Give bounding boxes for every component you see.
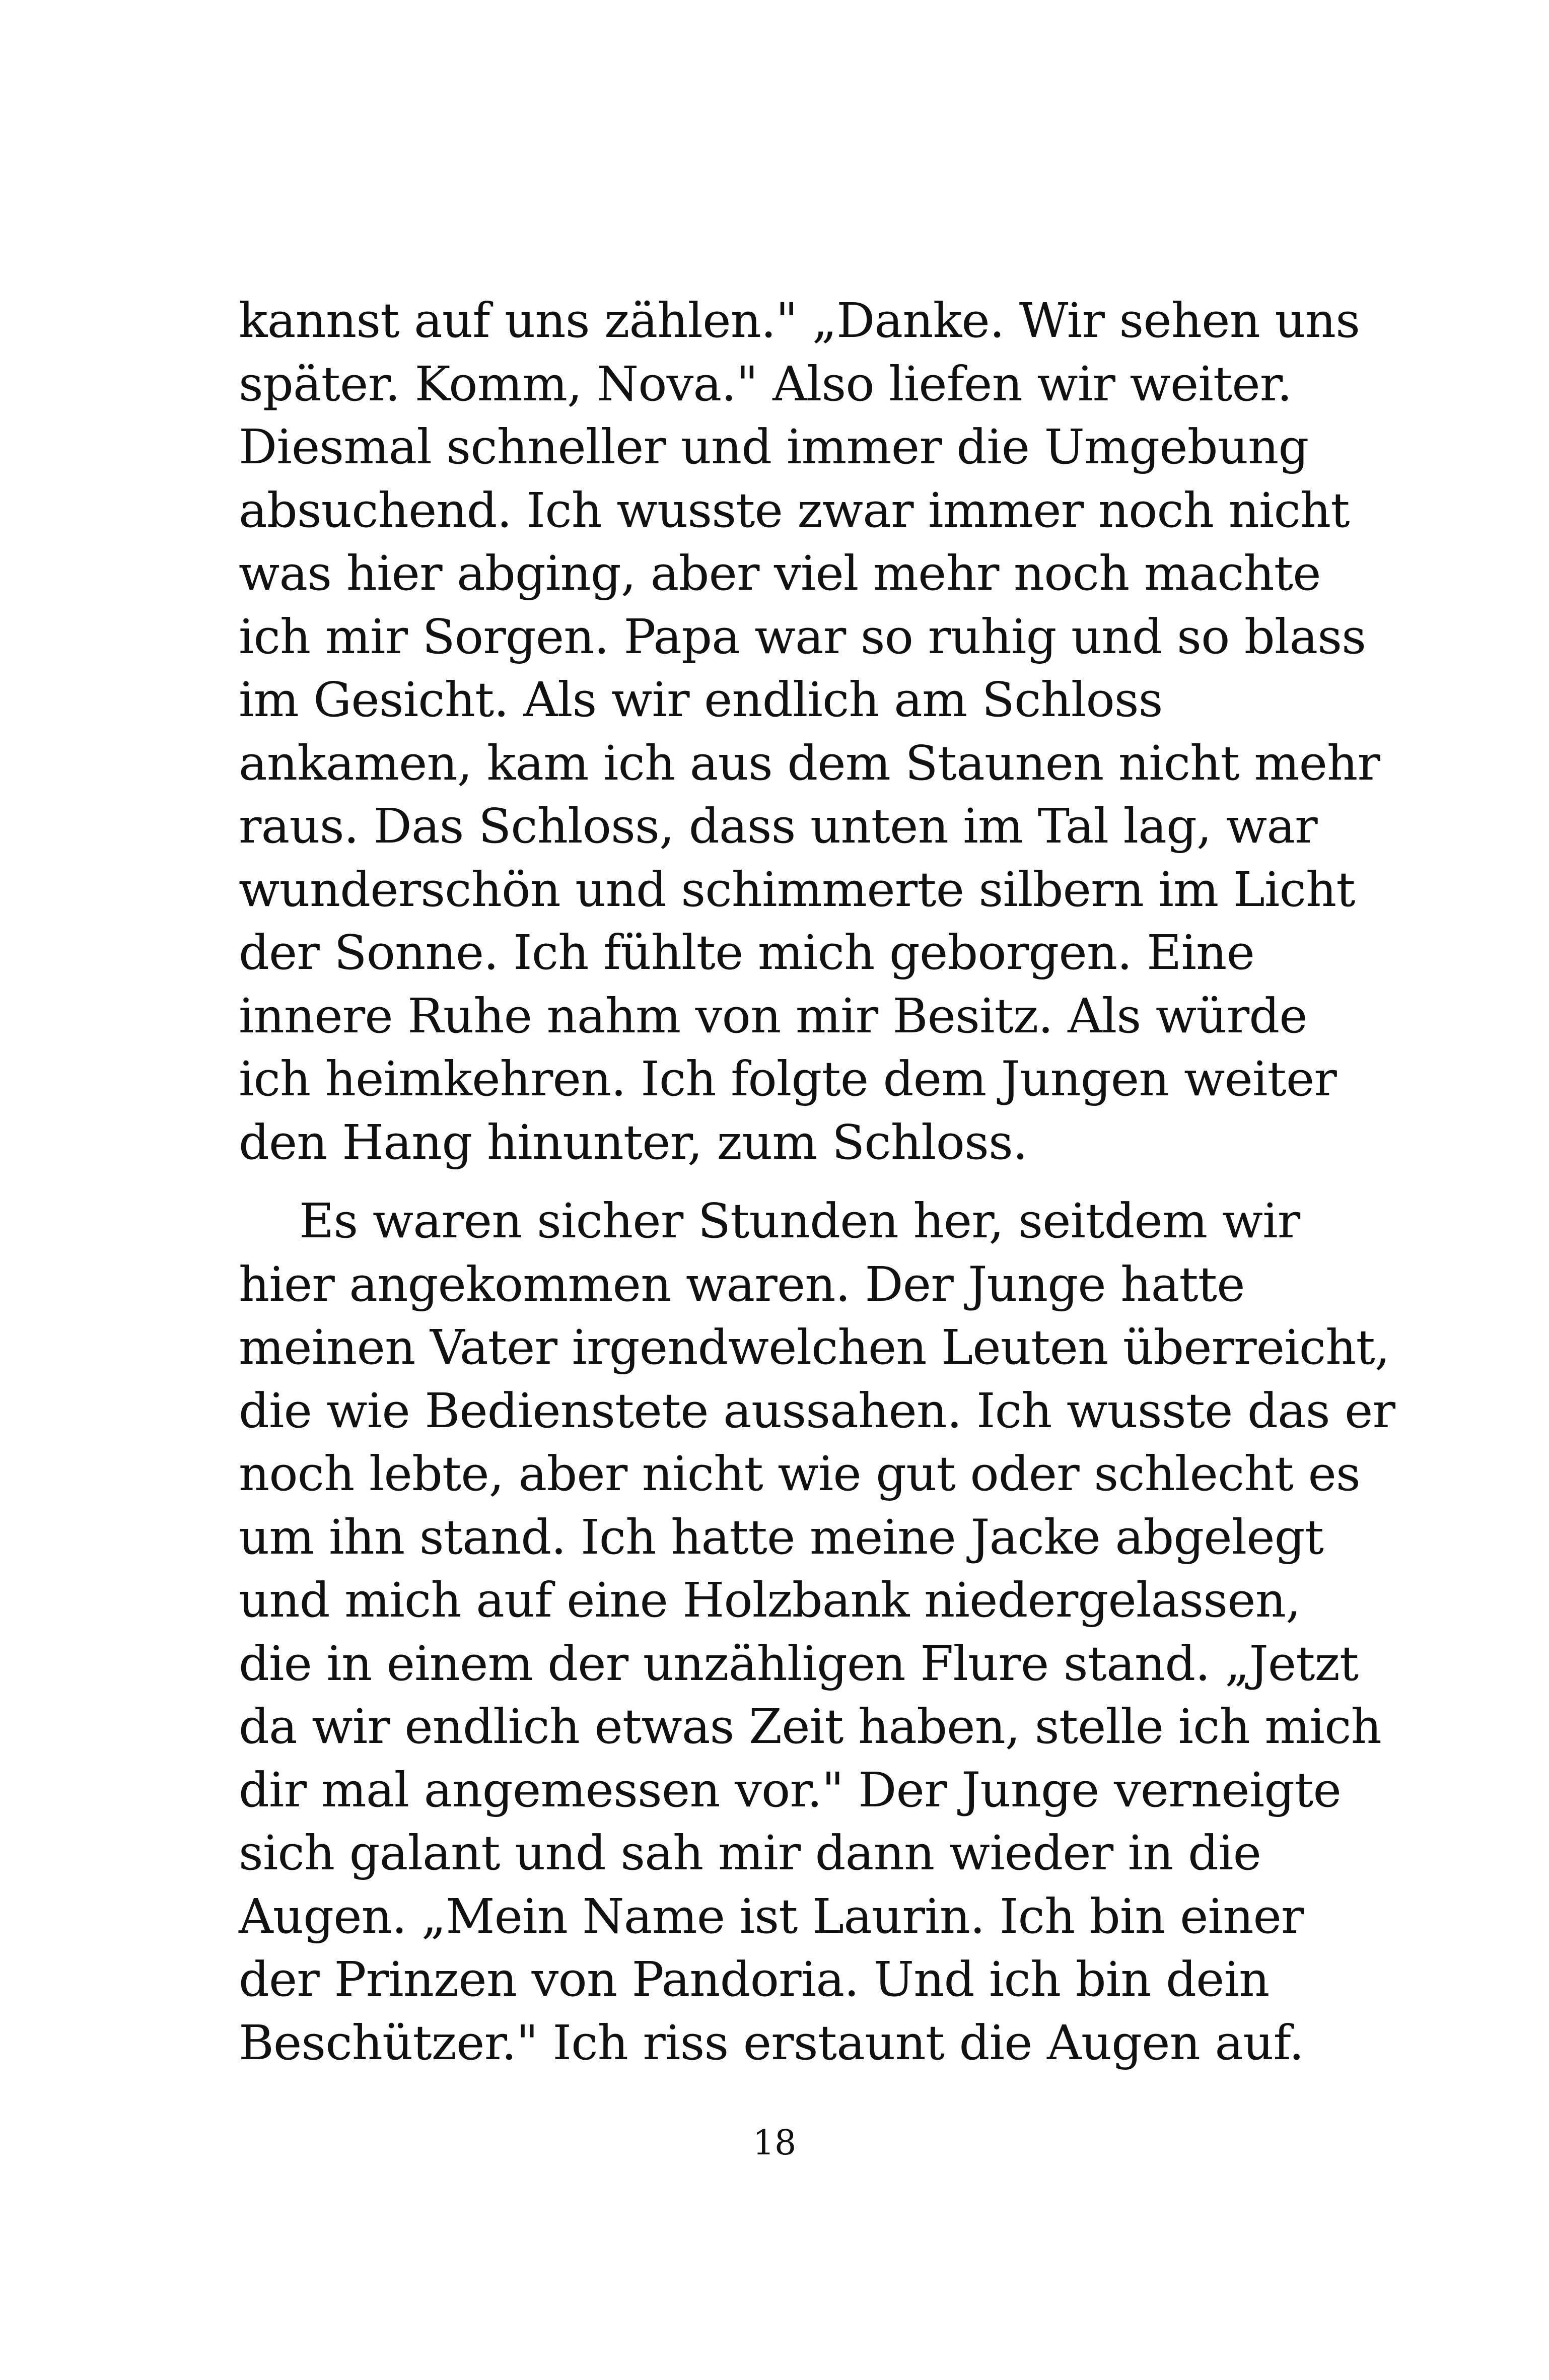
text-line: meinen Vater irgendwelchen Leuten überreicht, bbox=[239, 1320, 1390, 1375]
text-line: wunderschön und schimmerte silbern im Licht bbox=[239, 862, 1355, 918]
text-line: der Sonne. Ich fühlte mich geborgen. Eine bbox=[239, 925, 1254, 981]
paragraph bbox=[239, 1190, 1395, 2075]
text-line: ich mir Sorgen. Papa war so ruhig und so blass bbox=[239, 609, 1366, 665]
text-line: Diesmal schneller und immer die Umgebung bbox=[239, 419, 1309, 475]
text-line: kannst auf uns zählen." „Danke. Wir sehen uns bbox=[239, 293, 1360, 348]
text-line: der Prinzen von Pandoria. Und ich bin dein bbox=[239, 1952, 1270, 2007]
text-line: die in einem der unzähligen Flure stand. „Jetzt bbox=[239, 1636, 1359, 1692]
text-line: um ihn stand. Ich hatte meine Jacke abgelegt bbox=[239, 1509, 1324, 1565]
body-text bbox=[239, 290, 1395, 2075]
text-line: da wir endlich etwas Zeit haben, stelle ich mich bbox=[239, 1699, 1382, 1755]
text-line: noch lebte, aber nicht wie gut oder schlecht es bbox=[239, 1446, 1361, 1502]
text-line: die wie Bedienstete aussahen. Ich wusste das er bbox=[239, 1383, 1395, 1439]
text-line-indented: Es waren sicher Stunden her, seitdem wir bbox=[299, 1194, 1300, 1249]
text-line: absuchend. Ich wusste zwar immer noch nicht bbox=[239, 482, 1350, 538]
text-line: und mich auf eine Holzbank niedergelassen, bbox=[239, 1573, 1301, 1628]
text-line: im Gesicht. Als wir endlich am Schloss bbox=[239, 672, 1163, 728]
text-line: ich heimkehren. Ich folgte dem Jungen weiter bbox=[239, 1052, 1336, 1107]
text-line: Beschützer." Ich riss erstaunt die Augen auf. bbox=[239, 2015, 1304, 2071]
text-line: hier angekommen waren. Der Junge hatte bbox=[239, 1256, 1245, 1312]
text-line: innere Ruhe nahm von mir Besitz. Als würde bbox=[239, 988, 1307, 1044]
text-line: raus. Das Schloss, dass unten im Tal lag, war bbox=[239, 799, 1317, 854]
text-line: dir mal angemessen vor." Der Junge verneigte bbox=[239, 1762, 1342, 1818]
text-line: später. Komm, Nova." Also liefen wir weiter. bbox=[239, 356, 1292, 412]
paragraph bbox=[239, 290, 1380, 1174]
page-number: 18 bbox=[752, 2123, 797, 2163]
text-line: was hier abging, aber viel mehr noch machte bbox=[239, 546, 1321, 601]
text-line: Augen. „Mein Name ist Laurin. Ich bin einer bbox=[239, 1888, 1304, 1944]
paragraph-spacing bbox=[239, 1174, 1311, 1190]
text-line: sich galant und sah mir dann wieder in die bbox=[239, 1826, 1261, 1881]
text-line: den Hang hinunter, zum Schloss. bbox=[239, 1114, 1028, 1170]
text-line: ankamen, kam ich aus dem Staunen nicht mehr bbox=[239, 735, 1380, 791]
